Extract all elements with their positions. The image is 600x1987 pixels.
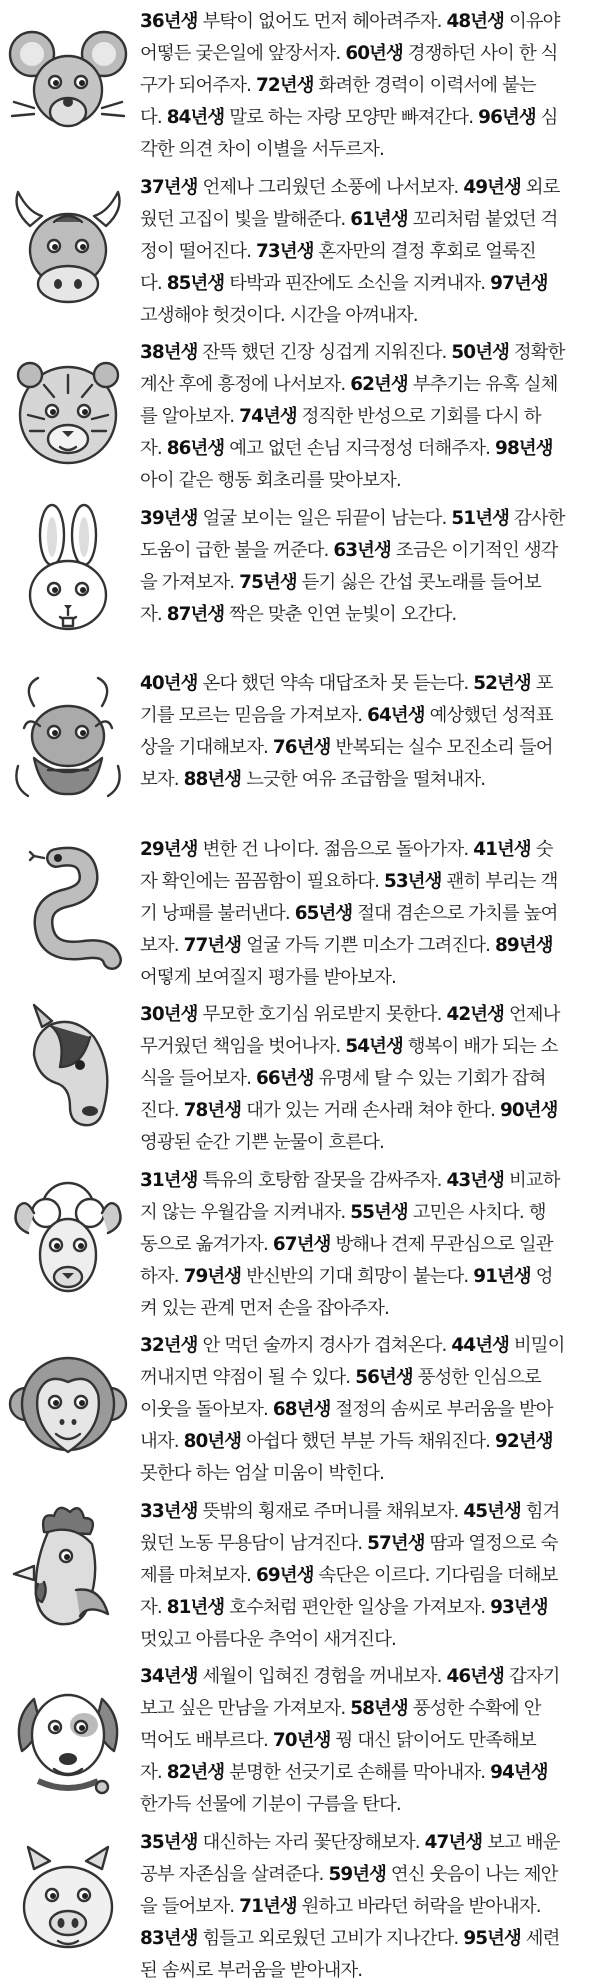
fortune-sentence: 기를 모르는 믿음을 가져보자. <box>140 705 368 726</box>
fortune-sentence: 짝은 맞춘 인연 눈빛이 오간다. <box>224 603 457 625</box>
fortune-sentence: 풍성한 인심으로 <box>412 1367 541 1388</box>
birth-year-label: 84년생 <box>166 107 225 128</box>
birth-year-label: 83년생 <box>140 1927 198 1949</box>
birth-year-label: 89년생 <box>495 934 553 956</box>
fortune-sentence: 지 않는 우월감을 지켜내자. <box>140 1201 351 1223</box>
fortune-line <box>140 1528 590 1560</box>
fortune-sentence: 못한다 하는 엄살 미움이 박힌다. <box>140 1463 384 1484</box>
birth-year-label: 66년생 <box>256 1068 314 1089</box>
fortune-sentence: 듣기 싫은 간섭 콧노래를 들어보 <box>296 571 541 593</box>
fortune-sentence: 반복되는 실수 모진소리 들어 <box>330 737 553 758</box>
fortune-line <box>140 1362 590 1394</box>
birth-year-label: 51년생 <box>451 507 509 529</box>
fortune-line <box>140 999 590 1031</box>
birth-year-label: 38년생 <box>140 342 198 363</box>
ox-icon <box>4 170 132 326</box>
fortune-sentence: 멋있고 아름다운 추억이 새겨진다. <box>140 1628 396 1650</box>
fortune-sentence: 자. <box>140 1762 167 1783</box>
birth-year-label: 55년생 <box>350 1201 408 1223</box>
fortune-sentence: 심 <box>535 107 558 128</box>
birth-year-label: 65년생 <box>294 902 353 924</box>
fortune-line <box>140 1261 590 1293</box>
birth-year-label: 88년생 <box>183 769 242 790</box>
birth-year-label: 49년생 <box>463 176 521 198</box>
fortune-sentence: 꿩 대신 닭이어도 만족해보 <box>330 1730 536 1751</box>
horoscope-entry-snake <box>0 828 600 992</box>
fortune-sentence: 고생해야 헛것이다. 시간을 아껴내자. <box>140 304 418 326</box>
tiger-icon <box>4 335 132 491</box>
fortune-sentence: 뜻밖의 횡재로 주머니를 채워보자. <box>197 1500 464 1522</box>
rabbit-icon <box>4 501 132 657</box>
fortune-sentence: 행복이 배가 되는 소 <box>402 1036 558 1057</box>
fortune-text <box>140 668 590 796</box>
fortune-sentence: 언제나 <box>504 1004 560 1025</box>
fortune-sentence: 보고 싶은 만남을 가져보자. <box>140 1698 351 1719</box>
fortune-sentence: 특유의 호탕함 잘못을 감싸주자. <box>197 1169 447 1191</box>
fortune-sentence: 무거웠던 책임을 벗어나자. <box>140 1036 346 1057</box>
fortune-line <box>140 898 590 930</box>
birth-year-label: 42년생 <box>446 1004 504 1025</box>
birth-year-label: 47년생 <box>424 1831 483 1853</box>
birth-year-label: 50년생 <box>451 342 509 363</box>
birth-year-label: 78년생 <box>183 1100 242 1121</box>
fortune-line <box>140 1496 590 1528</box>
fortune-sentence: 비밀이 <box>508 1335 565 1356</box>
fortune-line <box>140 962 590 994</box>
birth-year-label: 86년생 <box>166 438 225 459</box>
fortune-sentence: 얼굴 보이는 일은 뒤끝이 남는다. <box>197 507 452 529</box>
horoscope-entry-monkey <box>0 1324 600 1488</box>
horoscope-entry-rabbit <box>0 497 600 661</box>
fortune-text <box>140 1165 590 1325</box>
fortune-line <box>140 1827 590 1859</box>
fortune-sentence: 각한 의견 차이 이별을 서두르자. <box>140 139 384 160</box>
birth-year-label: 76년생 <box>272 737 331 758</box>
fortune-line <box>140 732 590 764</box>
fortune-line <box>140 535 590 567</box>
fortune-sentence: 식을 들어보자. <box>140 1068 257 1089</box>
fortune-sentence: 포 <box>530 673 553 694</box>
fortune-sentence: 예상했던 성적표 <box>424 705 553 726</box>
horoscope-entry-dragon <box>0 662 600 826</box>
fortune-line <box>140 38 590 70</box>
fortune-sentence: 부탁이 없어도 먼저 헤아려주자. <box>197 11 447 32</box>
fortune-sentence: 대신하는 자리 꽃단장해보자. <box>197 1831 425 1853</box>
fortune-sentence: 무모한 호기심 위로받지 못한다. <box>197 1004 447 1025</box>
horoscope-entry-ox <box>0 166 600 330</box>
horoscope-entry-rooster <box>0 1490 600 1654</box>
dog-icon <box>4 1659 132 1815</box>
birth-year-label: 60년생 <box>345 43 403 64</box>
birth-year-label: 44년생 <box>451 1335 509 1356</box>
birth-year-label: 74년생 <box>239 406 297 427</box>
fortune-sentence: 먹어도 배부르다. <box>140 1730 273 1751</box>
fortune-line <box>140 668 590 700</box>
birth-year-label: 77년생 <box>183 934 242 956</box>
birth-year-label: 98년생 <box>495 438 553 459</box>
fortune-text <box>140 6 590 166</box>
horoscope-entry-rat <box>0 0 600 164</box>
fortune-sentence: 경쟁하던 사이 한 식 <box>402 43 558 64</box>
fortune-sentence: 잔뜩 했던 긴장 싱겁게 지워진다. <box>197 342 452 363</box>
fortune-sentence: 원하고 바라던 허락을 받아내자. <box>296 1895 541 1917</box>
fortune-line <box>140 1955 590 1987</box>
birth-year-label: 43년생 <box>446 1169 504 1191</box>
fortune-sentence: 자. <box>140 1596 167 1618</box>
fortune-sentence: 꺼내지면 약점이 될 수 있다. <box>140 1367 356 1388</box>
birth-year-label: 81년생 <box>166 1596 225 1618</box>
birth-year-label: 95년생 <box>463 1927 521 1949</box>
pig-icon <box>4 1825 132 1981</box>
fortune-sentence: 유명세 탈 수 있는 기회가 잡혀 <box>313 1068 546 1089</box>
birth-year-label: 61년생 <box>350 208 408 230</box>
fortune-line <box>140 599 590 631</box>
fortune-sentence: 언제나 그리웠던 소풍에 나서보자. <box>197 176 464 198</box>
fortune-sentence: 괜히 부리는 객 <box>441 870 558 892</box>
fortune-sentence: 힘들고 외로웠던 고비가 지나간다. <box>197 1927 464 1949</box>
birth-year-label: 72년생 <box>256 75 314 96</box>
rat-icon <box>4 4 132 160</box>
birth-year-label: 82년생 <box>166 1762 225 1783</box>
fortune-sentence: 도움이 급한 불을 꺼준다. <box>140 539 334 561</box>
fortune-line <box>140 102 590 134</box>
birth-year-label: 75년생 <box>239 571 297 593</box>
fortune-sentence: 아쉽다 했던 부분 가득 채워진다. <box>241 1431 496 1452</box>
fortune-line <box>140 1095 590 1127</box>
fortune-sentence: 숫 <box>530 838 553 860</box>
fortune-sentence: 힘겨 <box>520 1500 560 1522</box>
fortune-sentence: 보자. <box>140 769 184 790</box>
birth-year-label: 90년생 <box>499 1100 558 1121</box>
fortune-line <box>140 866 590 898</box>
fortune-line <box>140 1458 590 1490</box>
fortune-text <box>140 1330 590 1490</box>
fortune-sentence: 고민은 사치다. 행 <box>407 1201 546 1223</box>
birth-year-label: 69년생 <box>256 1564 314 1586</box>
fortune-text <box>140 1661 590 1821</box>
fortune-sentence: 절정의 솜씨로 부러움을 받아 <box>330 1399 553 1420</box>
birth-year-label: 68년생 <box>272 1399 331 1420</box>
fortune-sentence: 보고 배운 <box>482 1831 560 1853</box>
fortune-sentence: 세월이 입혀진 경험을 꺼내보자. <box>197 1666 447 1687</box>
rooster-icon <box>4 1494 132 1650</box>
sheep-icon <box>4 1163 132 1319</box>
fortune-line <box>140 930 590 962</box>
birth-year-label: 57년생 <box>367 1532 425 1554</box>
fortune-line <box>140 204 590 236</box>
fortune-sentence: 상을 기대해보자. <box>140 737 273 758</box>
fortune-sentence: 아이 같은 행동 회초리를 맞아보자. <box>140 470 401 491</box>
birth-year-label: 91년생 <box>473 1265 531 1287</box>
fortune-sentence: 말로 하는 자랑 모양만 빠져간다. <box>224 107 479 128</box>
birth-year-label: 53년생 <box>383 870 442 892</box>
fortune-line <box>140 300 590 332</box>
birth-year-label: 56년생 <box>355 1367 413 1388</box>
horoscope-entry-horse <box>0 993 600 1157</box>
fortune-line <box>140 369 590 401</box>
fortune-line <box>140 172 590 204</box>
fortune-line <box>140 134 590 166</box>
monkey-icon <box>4 1328 132 1484</box>
birth-year-label: 48년생 <box>446 11 504 32</box>
birth-year-label: 35년생 <box>140 1831 198 1853</box>
birth-year-label: 92년생 <box>495 1431 553 1452</box>
birth-year-label: 54년생 <box>345 1036 403 1057</box>
fortune-sentence: 정직한 반성으로 기회를 다시 하 <box>296 406 541 427</box>
fortune-line <box>140 834 590 866</box>
fortune-sentence: 조금은 이기적인 생각 <box>390 539 558 561</box>
fortune-sentence: 얼굴 가득 기쁜 미소가 그려진다. <box>241 934 496 956</box>
fortune-sentence: 자. <box>140 603 167 625</box>
fortune-sentence: 감사한 <box>508 507 565 529</box>
fortune-line <box>140 1693 590 1725</box>
fortune-line <box>140 1725 590 1757</box>
fortune-line <box>140 70 590 102</box>
fortune-line <box>140 1229 590 1261</box>
birth-year-label: 39년생 <box>140 507 198 529</box>
fortune-sentence: 변한 건 나이다. 젊음으로 돌아가자. <box>197 838 474 860</box>
fortune-sentence: 어떻게 보여질지 평가를 받아보자. <box>140 966 396 988</box>
fortune-sentence: 를 알아보자. <box>140 406 240 427</box>
fortune-text <box>140 1827 590 1987</box>
birth-year-label: 71년생 <box>239 1895 297 1917</box>
fortune-sentence: 세련 <box>520 1927 560 1949</box>
fortune-line <box>140 503 590 535</box>
birth-year-label: 36년생 <box>140 11 198 32</box>
fortune-sentence: 보자. <box>140 934 184 956</box>
fortune-sentence: 대가 있는 거래 손사래 쳐야 한다. <box>241 1100 500 1121</box>
fortune-sentence: 을 들어보자. <box>140 1895 240 1917</box>
fortune-sentence: 하자. <box>140 1265 184 1287</box>
birth-year-label: 37년생 <box>140 176 198 198</box>
birth-year-label: 70년생 <box>272 1730 331 1751</box>
fortune-sentence: 속단은 이르다. 기다림을 더해보 <box>313 1564 558 1586</box>
fortune-sentence: 갑자기 <box>504 1666 560 1687</box>
fortune-line <box>140 465 590 497</box>
fortune-line <box>140 1923 590 1955</box>
horoscope-entry-sheep <box>0 1159 600 1323</box>
birth-year-label: 33년생 <box>140 1500 198 1522</box>
fortune-text <box>140 834 590 994</box>
fortune-sentence: 정확한 <box>508 342 565 363</box>
fortune-sentence: 이유야 <box>504 11 560 32</box>
fortune-sentence: 웠던 고집이 빛을 발해준다. <box>140 208 351 230</box>
birth-year-label: 79년생 <box>183 1265 242 1287</box>
snake-icon <box>4 832 132 988</box>
birth-year-label: 85년생 <box>166 272 225 294</box>
fortune-sentence: 어떻든 궂은일에 앞장서자. <box>140 43 346 64</box>
horoscope-entry-dog <box>0 1655 600 1819</box>
fortune-sentence: 호수처럼 편안한 일상을 가져보자. <box>224 1596 491 1618</box>
fortune-sentence: 자. <box>140 438 167 459</box>
fortune-line <box>140 1624 590 1656</box>
fortune-line <box>140 567 590 599</box>
fortune-line <box>140 1063 590 1095</box>
fortune-line <box>140 1165 590 1197</box>
fortune-sentence: 혼자만의 결정 후회로 얼룩진 <box>313 240 536 262</box>
birth-year-label: 52년생 <box>473 673 531 694</box>
fortune-sentence: 자 확인에는 꼼꼼함이 필요하다. <box>140 870 384 892</box>
horoscope-entry-tiger <box>0 331 600 495</box>
fortune-sentence: 방해나 견제 무관심으로 일관 <box>330 1233 553 1255</box>
fortune-line <box>140 1394 590 1426</box>
fortune-sentence: 외로 <box>520 176 560 198</box>
fortune-sentence: 연신 웃음이 나는 제안 <box>385 1863 558 1885</box>
birth-year-label: 32년생 <box>140 1335 198 1356</box>
fortune-line <box>140 337 590 369</box>
fortune-text <box>140 999 590 1159</box>
fortune-line <box>140 764 590 796</box>
birth-year-label: 94년생 <box>490 1762 548 1783</box>
fortune-line <box>140 236 590 268</box>
fortune-sentence: 분명한 선긋기로 손해를 막아내자. <box>224 1762 491 1783</box>
fortune-sentence: 웠던 노동 무용담이 남겨진다. <box>140 1532 368 1554</box>
birth-year-label: 31년생 <box>140 1169 198 1191</box>
fortune-line <box>140 1661 590 1693</box>
fortune-sentence: 안 먹던 술까지 경사가 겹쳐온다. <box>197 1335 452 1356</box>
fortune-line <box>140 1859 590 1891</box>
birth-year-label: 64년생 <box>367 705 425 726</box>
fortune-sentence: 구가 되어주자. <box>140 75 257 96</box>
fortune-sentence: 풍성한 수확에 안 <box>407 1698 541 1719</box>
fortune-sentence: 켜 있는 관계 먼저 손을 잡아주자. <box>140 1297 389 1319</box>
fortune-line <box>140 1757 590 1789</box>
fortune-sentence: 부추기는 유혹 실체 <box>407 374 558 395</box>
fortune-sentence: 엉 <box>530 1265 553 1287</box>
horse-icon <box>4 997 132 1153</box>
fortune-line <box>140 1197 590 1229</box>
horoscope-entry-pig <box>0 1821 600 1985</box>
fortune-sentence: 기 낭패를 불러낸다. <box>140 902 295 924</box>
fortune-sentence: 진다. <box>140 1100 184 1121</box>
fortune-sentence: 제를 마쳐보자. <box>140 1564 257 1586</box>
fortune-line <box>140 1031 590 1063</box>
fortune-sentence: 된 솜씨로 부러움을 받아내자. <box>140 1959 363 1981</box>
birth-year-label: 73년생 <box>256 240 314 262</box>
fortune-sentence: 한가득 선물에 기분이 구름을 탄다. <box>140 1794 401 1815</box>
fortune-sentence: 반신반의 기대 희망이 붙는다. <box>241 1265 474 1287</box>
birth-year-label: 29년생 <box>140 838 198 860</box>
fortune-sentence: 공부 자존심을 살려준다. <box>140 1863 329 1885</box>
fortune-line <box>140 1891 590 1923</box>
birth-year-label: 41년생 <box>473 838 531 860</box>
fortune-sentence: 계산 후에 흥정에 나서보자. <box>140 374 351 395</box>
fortune-sentence: 다. <box>140 272 167 294</box>
fortune-sentence: 화려한 경력이 이력서에 붙는 <box>313 75 536 96</box>
fortune-text <box>140 172 590 332</box>
birth-year-label: 40년생 <box>140 673 198 694</box>
fortune-sentence: 정이 떨어진다. <box>140 240 257 262</box>
fortune-sentence: 영광된 순간 기쁜 눈물이 흐른다. <box>140 1132 384 1153</box>
fortune-line <box>140 1560 590 1592</box>
fortune-sentence: 다. <box>140 107 167 128</box>
birth-year-label: 63년생 <box>333 539 391 561</box>
birth-year-label: 46년생 <box>446 1666 504 1687</box>
fortune-line <box>140 433 590 465</box>
fortune-sentence: 꼬리처럼 붙었던 걱 <box>407 208 558 230</box>
birth-year-label: 97년생 <box>490 272 548 294</box>
birth-year-label: 58년생 <box>350 1698 408 1719</box>
fortune-text <box>140 1496 590 1656</box>
fortune-sentence: 을 가져보자. <box>140 571 240 593</box>
fortune-line <box>140 1592 590 1624</box>
birth-year-label: 30년생 <box>140 1004 198 1025</box>
fortune-line <box>140 1789 590 1821</box>
birth-year-label: 93년생 <box>490 1596 548 1618</box>
birth-year-label: 59년생 <box>328 1863 386 1885</box>
birth-year-label: 45년생 <box>463 1500 521 1522</box>
fortune-line <box>140 1426 590 1458</box>
fortune-sentence: 절대 겸손으로 가치를 높여 <box>352 902 558 924</box>
fortune-sentence: 타박과 핀잔에도 소신을 지켜내자. <box>224 272 491 294</box>
fortune-line <box>140 1127 590 1159</box>
birth-year-label: 62년생 <box>350 374 408 395</box>
fortune-text <box>140 503 590 631</box>
birth-year-label: 67년생 <box>272 1233 331 1255</box>
fortune-sentence: 동으로 옮겨가자. <box>140 1233 273 1255</box>
fortune-line <box>140 401 590 433</box>
fortune-line <box>140 700 590 732</box>
birth-year-label: 96년생 <box>478 107 536 128</box>
fortune-sentence: 비교하 <box>504 1169 560 1191</box>
birth-year-label: 80년생 <box>183 1431 242 1452</box>
birth-year-label: 34년생 <box>140 1666 198 1687</box>
fortune-line <box>140 6 590 38</box>
fortune-line <box>140 1293 590 1325</box>
fortune-text <box>140 337 590 497</box>
fortune-line <box>140 1330 590 1362</box>
birth-year-label: 87년생 <box>166 603 225 625</box>
dragon-icon <box>4 666 132 822</box>
fortune-sentence: 내자. <box>140 1431 184 1452</box>
fortune-sentence: 예고 없던 손님 지극정성 더해주자. <box>224 438 496 459</box>
fortune-sentence: 땀과 열정으로 숙 <box>424 1532 558 1554</box>
fortune-sentence: 온다 했던 약속 대답조차 못 듣는다. <box>197 673 474 694</box>
fortune-sentence: 느긋한 여유 조급함을 떨쳐내자. <box>241 769 486 790</box>
fortune-sentence: 이웃을 돌아보자. <box>140 1399 273 1420</box>
fortune-line <box>140 268 590 300</box>
